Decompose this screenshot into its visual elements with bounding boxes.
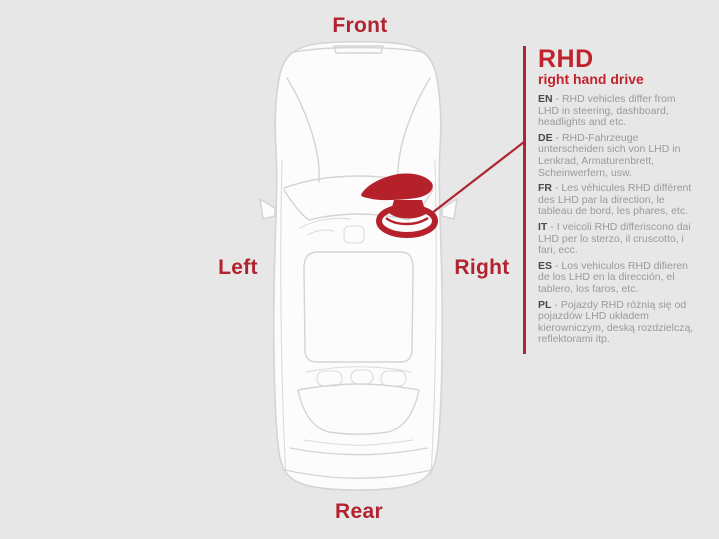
rhd-annotation-panel <box>523 46 695 354</box>
separator: - <box>551 298 561 311</box>
language-code: IT <box>538 220 548 233</box>
side-mirror-right-icon <box>442 199 457 219</box>
language-code: FR <box>538 182 552 195</box>
translation-text: RHD-Fahrzeuge unterscheiden sich von LHD in Lenkrad, Armaturenbrett, Scheinwerfern, usw. <box>538 131 681 179</box>
translation-entry-pl <box>538 300 695 346</box>
translation-text: Los vehiculos RHD difieren de los LHD en la dirección, el tablero, los faros, etc. <box>538 259 689 295</box>
rear-label: Rear <box>335 500 383 523</box>
annotation-title: RHD <box>538 45 594 73</box>
separator: - <box>552 93 562 105</box>
annotation-subtitle: right hand drive <box>538 71 644 87</box>
translation-text: I veicoli RHD differiscono dai LHD per lo sterzo, il cruscotto, i fari, ecc. <box>538 220 691 257</box>
front-label: Front <box>332 14 388 37</box>
separator: - <box>552 182 562 195</box>
separator: - <box>552 259 562 272</box>
language-code: EN <box>538 93 553 105</box>
translation-text: Les véhicules RHD diffèrent des LHD par la direction, le tableau de bord, les phares, etc. <box>538 182 692 218</box>
translation-entry-it <box>538 222 695 257</box>
left-label: Left <box>218 256 258 279</box>
translation-text: RHD vehicles differ from LHD in steering, dashboard, headlights and etc. <box>538 93 676 129</box>
steering-hub-highlight <box>390 200 426 219</box>
language-code: DE <box>538 131 553 144</box>
language-code: PL <box>538 298 552 311</box>
side-mirror-left-icon <box>260 199 275 219</box>
separator: - <box>552 131 562 144</box>
translation-entry-fr <box>538 183 695 218</box>
separator: - <box>547 220 557 233</box>
right-label: Right <box>454 256 510 279</box>
language-code: ES <box>538 259 553 272</box>
translation-entry-de <box>538 133 695 179</box>
translation-entry-es <box>538 261 695 296</box>
translation-text: Pojazdy RHD różnią się od pojazdów LHD układem kierowniczym, deską rozdzielczą, reflektorami itp. <box>538 298 694 346</box>
translation-entry-en <box>538 94 695 129</box>
